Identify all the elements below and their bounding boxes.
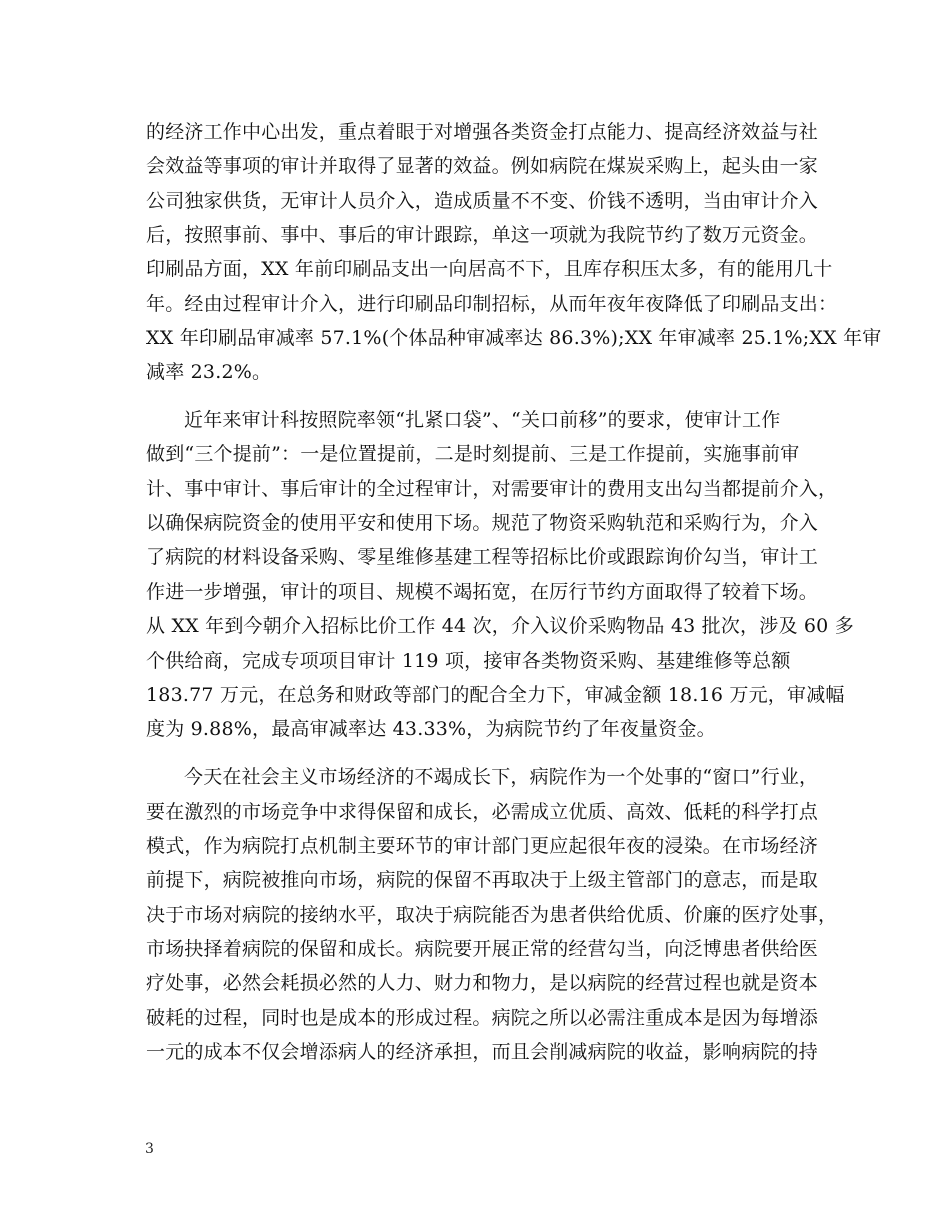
text-line: 度为 9.88%，最高审减率达 43.33%，为病院节约了年夜量资金。	[146, 718, 716, 740]
text-line: 了病院的材料设备采购、零星维修基建工程等招标比价或跟踪询价勾当，审计工	[146, 546, 819, 568]
page-number: 3	[145, 1141, 154, 1157]
text-line: 印刷品方面，XX 年前印刷品支出一向居高不下，且库存积压太多，有的能用几十	[146, 258, 833, 280]
text-line: 计、事中审计、事后审计的全过程审计，对需要审计的费用支出勾当都提前介入，	[146, 478, 838, 500]
text-line: 做到“三个提前”：一是位置提前，二是时刻提前、三是工作提前，实施事前审	[146, 443, 800, 465]
text-line: 会效益等事项的审计并取得了显著的效益。例如病院在煤炭采购上，起头由一家	[146, 155, 819, 177]
text-line: 一元的成本不仅会增添病人的经济承担，而且会削减病院的收益，影响病院的持	[146, 1041, 819, 1063]
text-line: 公司独家供货，无审计人员介入，造成质量不不变、价钱不透明，当由审计介入	[146, 190, 819, 212]
text-line: XX 年印刷品审减率 57.1%(个体品种审减率达 86.3%);XX 年审减率 25.1%;XX 年审	[146, 327, 882, 349]
text-line: 决于市场对病院的接纳水平，取决于病院能否为患者供给优质、价廉的医疗处事，	[146, 904, 838, 926]
text-line: 年。经由过程审计介入，进行印刷品印制招标，从而年夜年夜降低了印刷品支出：	[146, 293, 838, 315]
text-line: 的经济工作中心出发，重点着眼于对增强各类资金打点能力、提高经济效益与社	[146, 121, 819, 143]
text-line: 要在激烈的市场竞争中求得保留和成长，必需成立优质、高效、低耗的科学打点	[146, 801, 819, 823]
text-line: 以确保病院资金的使用平安和使用下场。规范了物资采购轨范和采购行为，介入	[146, 512, 819, 534]
text-line: 市场抉择着病院的保留和成长。病院要开展正常的经营勾当，向泛博患者供给医	[146, 938, 819, 960]
text-line: 个供给商，完成专项项目审计 119 项，接审各类物资采购、基建维修等总额	[146, 650, 791, 672]
text-line: 后，按照事前、事中、事后的审计跟踪，单这一项就为我院节约了数万元资金。	[146, 224, 819, 246]
text-line: 前提下，病院被推向市场，病院的保留不再取决于上级主管部门的意志，而是取	[146, 869, 819, 891]
text-line: 从 XX 年到今朝介入招标比价工作 44 次，介入议价采购物品 43 批次，涉及 60 多	[146, 615, 854, 637]
text-line: 183.77 万元，在总务和财政等部门的配合全力下，审减金额 18.16 万元，审减幅	[146, 684, 845, 706]
text-line: 疗处事，必然会耗损必然的人力、财力和物力，是以病院的经营过程也就是资本	[146, 972, 819, 994]
text-line: 破耗的过程，同时也是成本的形成过程。病院之所以必需注重成本是因为每增添	[146, 1007, 819, 1029]
text-line: 减率 23.2%。	[146, 361, 272, 383]
paragraph-first-line: 今天在社会主义市场经济的不竭成长下，病院作为一个处事的“窗口”行业，	[184, 766, 819, 788]
text-line: 作进一步增强，审计的项目、规模不竭拓宽，在厉行节约方面取得了较着下场。	[146, 581, 819, 603]
paragraph-first-line: 近年来审计科按照院率领“扎紧口袋”、“关口前移”的要求，使审计工作	[184, 409, 781, 431]
text-line: 模式，作为病院打点机制主要环节的审计部门更应起很年夜的浸染。在市场经济	[146, 835, 819, 857]
